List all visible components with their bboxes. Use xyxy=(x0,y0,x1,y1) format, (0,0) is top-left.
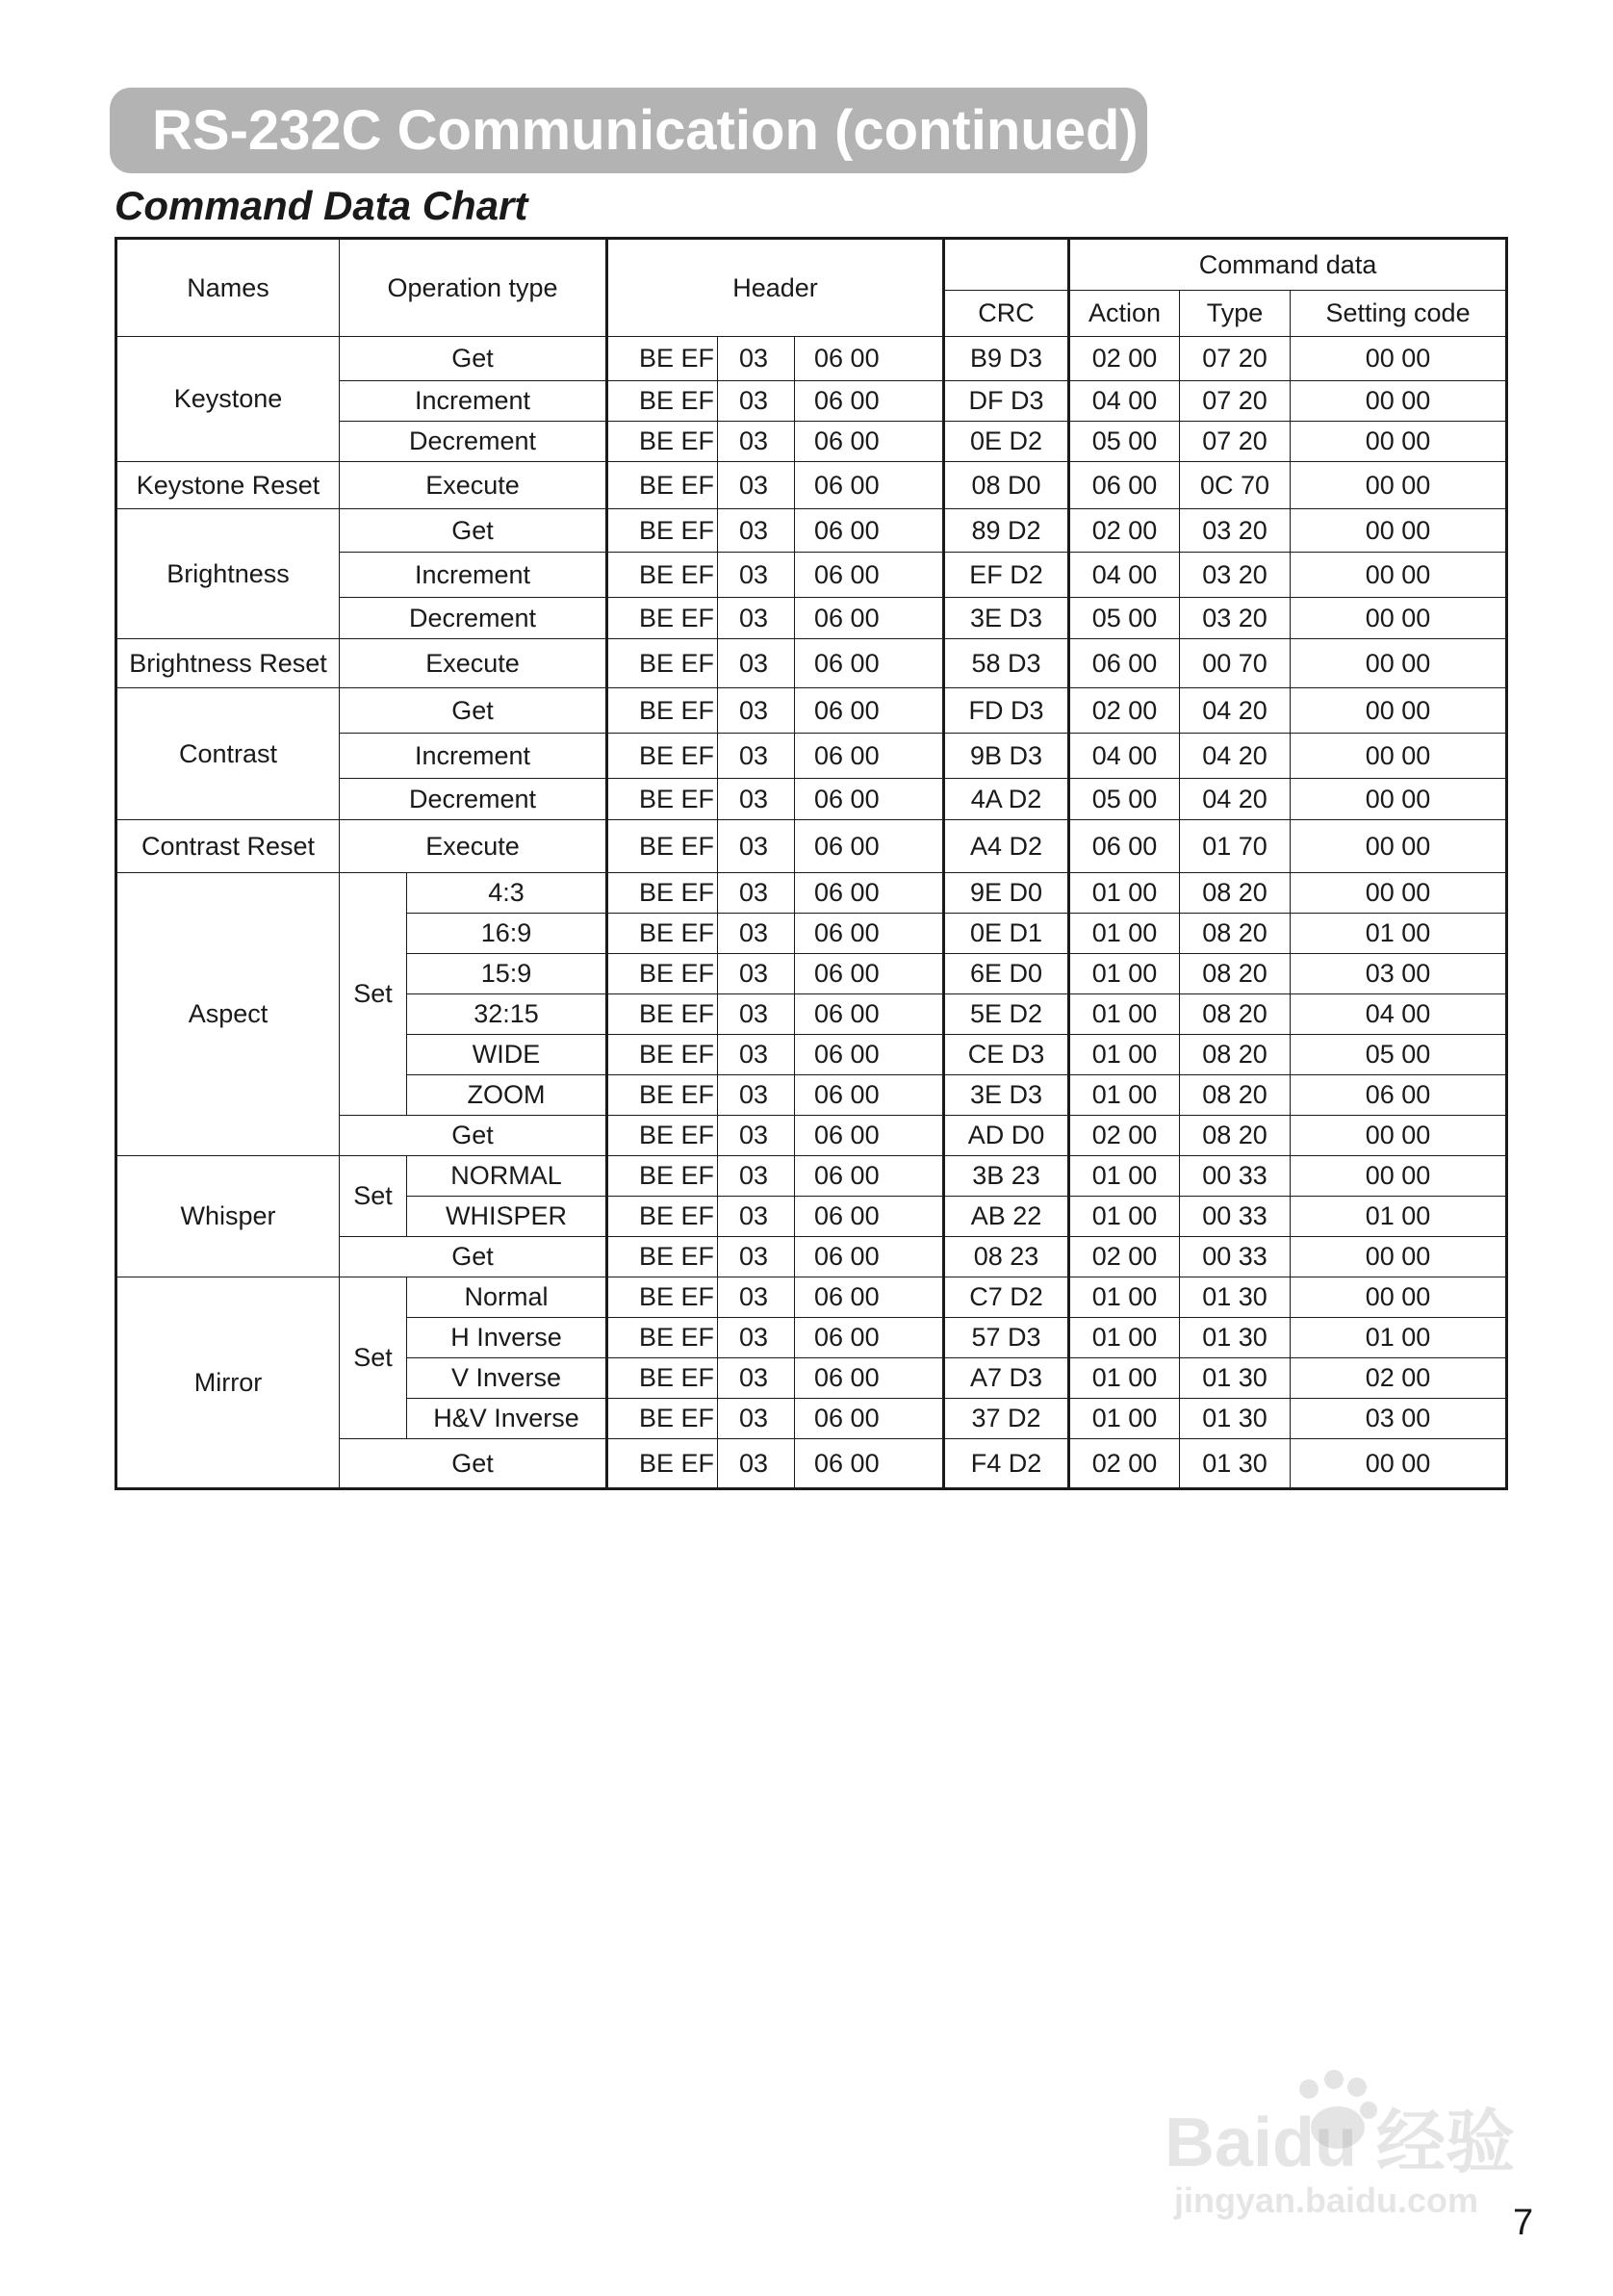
header-byte-3: 06 00 xyxy=(795,422,944,462)
type-cell: 04 20 xyxy=(1180,779,1291,820)
table-row xyxy=(116,1277,1507,1318)
header-byte-3: 06 00 xyxy=(795,381,944,422)
header-byte-3: 06 00 xyxy=(795,598,944,639)
header-byte-2: 03 xyxy=(718,337,795,381)
crc-cell: A4 D2 xyxy=(944,820,1069,873)
type-cell: 08 20 xyxy=(1180,873,1291,914)
type-cell: 00 33 xyxy=(1180,1156,1291,1197)
header-byte-1: BE EF xyxy=(607,734,718,779)
operation-cell: 4:3 xyxy=(407,873,607,914)
set-label-cell: Set xyxy=(340,873,407,1116)
title-bar xyxy=(110,88,1147,173)
type-cell: 00 33 xyxy=(1180,1237,1291,1277)
header-byte-1: BE EF xyxy=(607,462,718,509)
crc-cell: 3E D3 xyxy=(944,1075,1069,1116)
type-cell: 08 20 xyxy=(1180,1075,1291,1116)
name-cell: Aspect xyxy=(116,873,340,1156)
name-cell: Mirror xyxy=(116,1277,340,1489)
type-cell: 00 70 xyxy=(1180,639,1291,688)
operation-cell: Execute xyxy=(340,639,607,688)
crc-cell: 9E D0 xyxy=(944,873,1069,914)
type-cell: 01 30 xyxy=(1180,1439,1291,1489)
setting-code-cell: 00 00 xyxy=(1291,1116,1507,1156)
type-cell: 08 20 xyxy=(1180,914,1291,954)
setting-code-cell: 06 00 xyxy=(1291,1075,1507,1116)
header-byte-2: 03 xyxy=(718,820,795,873)
operation-cell: WHISPER xyxy=(407,1197,607,1237)
header-byte-2: 03 xyxy=(718,1399,795,1439)
header-byte-2: 03 xyxy=(718,1197,795,1237)
setting-code-cell: 00 00 xyxy=(1291,598,1507,639)
setting-code-cell: 00 00 xyxy=(1291,509,1507,553)
crc-cell: FD D3 xyxy=(944,688,1069,734)
header-byte-1: BE EF xyxy=(607,509,718,553)
action-cell: 01 00 xyxy=(1069,1035,1180,1075)
action-cell: 01 00 xyxy=(1069,994,1180,1035)
setting-code-cell: 00 00 xyxy=(1291,820,1507,873)
action-cell: 02 00 xyxy=(1069,1237,1180,1277)
setting-code-cell: 00 00 xyxy=(1291,1156,1507,1197)
header-byte-3: 06 00 xyxy=(795,462,944,509)
action-cell: 02 00 xyxy=(1069,1116,1180,1156)
header-byte-1: BE EF xyxy=(607,1156,718,1197)
header-byte-2: 03 xyxy=(718,1035,795,1075)
header-byte-2: 03 xyxy=(718,1237,795,1277)
table-row xyxy=(116,337,1507,381)
action-cell: 05 00 xyxy=(1069,779,1180,820)
section-subtitle: Command Data Chart xyxy=(115,183,528,228)
header-byte-1: BE EF xyxy=(607,1399,718,1439)
header-byte-3: 06 00 xyxy=(795,337,944,381)
header-byte-2: 03 xyxy=(718,994,795,1035)
action-cell: 01 00 xyxy=(1069,1197,1180,1237)
action-cell: 04 00 xyxy=(1069,553,1180,598)
header-names: Names xyxy=(116,239,340,337)
action-cell: 04 00 xyxy=(1069,381,1180,422)
header-type: Type xyxy=(1180,291,1291,337)
type-cell: 04 20 xyxy=(1180,688,1291,734)
header-byte-2: 03 xyxy=(718,422,795,462)
crc-cell: 4A D2 xyxy=(944,779,1069,820)
operation-cell: Decrement xyxy=(340,779,607,820)
header-byte-1: BE EF xyxy=(607,873,718,914)
crc-cell: CE D3 xyxy=(944,1035,1069,1075)
header-byte-3: 06 00 xyxy=(795,1439,944,1489)
header-byte-2: 03 xyxy=(718,1358,795,1399)
crc-cell: 58 D3 xyxy=(944,639,1069,688)
header-byte-3: 06 00 xyxy=(795,1318,944,1358)
operation-cell: Decrement xyxy=(340,598,607,639)
type-cell: 07 20 xyxy=(1180,337,1291,381)
operation-cell: Execute xyxy=(340,462,607,509)
setting-code-cell: 00 00 xyxy=(1291,779,1507,820)
header-byte-1: BE EF xyxy=(607,1318,718,1358)
header-byte-1: BE EF xyxy=(607,1277,718,1318)
setting-code-cell: 01 00 xyxy=(1291,914,1507,954)
type-cell: 01 30 xyxy=(1180,1318,1291,1358)
name-cell: Brightness Reset xyxy=(116,639,340,688)
setting-code-cell: 00 00 xyxy=(1291,337,1507,381)
operation-cell: V Inverse xyxy=(407,1358,607,1399)
setting-code-cell: 00 00 xyxy=(1291,553,1507,598)
action-cell: 02 00 xyxy=(1069,1439,1180,1489)
operation-cell: Get xyxy=(340,337,607,381)
page-number: 7 xyxy=(1513,2203,1534,2243)
header-operation-type: Operation type xyxy=(340,239,607,337)
action-cell: 01 00 xyxy=(1069,1156,1180,1197)
header-byte-3: 06 00 xyxy=(795,1156,944,1197)
header-byte-1: BE EF xyxy=(607,1035,718,1075)
operation-cell: Increment xyxy=(340,734,607,779)
header-byte-2: 03 xyxy=(718,1075,795,1116)
type-cell: 01 30 xyxy=(1180,1277,1291,1318)
name-cell: Keystone Reset xyxy=(116,462,340,509)
header-byte-1: BE EF xyxy=(607,337,718,381)
name-cell: Contrast Reset xyxy=(116,820,340,873)
setting-code-cell: 00 00 xyxy=(1291,1277,1507,1318)
header-byte-3: 06 00 xyxy=(795,820,944,873)
setting-code-cell: 00 00 xyxy=(1291,688,1507,734)
type-cell: 07 20 xyxy=(1180,381,1291,422)
crc-cell: 9B D3 xyxy=(944,734,1069,779)
header-header: Header xyxy=(607,239,944,337)
operation-cell: Get xyxy=(340,1237,607,1277)
operation-cell: Get xyxy=(340,509,607,553)
header-byte-3: 06 00 xyxy=(795,1358,944,1399)
operation-cell: 15:9 xyxy=(407,954,607,994)
header-byte-1: BE EF xyxy=(607,820,718,873)
header-byte-2: 03 xyxy=(718,1116,795,1156)
operation-cell: Get xyxy=(340,1439,607,1489)
action-cell: 01 00 xyxy=(1069,914,1180,954)
header-byte-3: 06 00 xyxy=(795,1277,944,1318)
action-cell: 01 00 xyxy=(1069,1399,1180,1439)
type-cell: 08 20 xyxy=(1180,994,1291,1035)
setting-code-cell: 03 00 xyxy=(1291,1399,1507,1439)
setting-code-cell: 04 00 xyxy=(1291,994,1507,1035)
setting-code-cell: 02 00 xyxy=(1291,1358,1507,1399)
operation-cell: 16:9 xyxy=(407,914,607,954)
crc-cell: AD D0 xyxy=(944,1116,1069,1156)
header-byte-2: 03 xyxy=(718,873,795,914)
table-body xyxy=(116,239,1507,1489)
crc-cell: 5E D2 xyxy=(944,994,1069,1035)
operation-cell: Get xyxy=(340,688,607,734)
setting-code-cell: 00 00 xyxy=(1291,873,1507,914)
type-cell: 00 33 xyxy=(1180,1197,1291,1237)
header-byte-1: BE EF xyxy=(607,1237,718,1277)
type-cell: 07 20 xyxy=(1180,422,1291,462)
setting-code-cell: 00 00 xyxy=(1291,639,1507,688)
header-byte-2: 03 xyxy=(718,914,795,954)
table-row xyxy=(116,462,1507,509)
type-cell: 03 20 xyxy=(1180,598,1291,639)
header-byte-1: BE EF xyxy=(607,1075,718,1116)
action-cell: 01 00 xyxy=(1069,954,1180,994)
command-data-table xyxy=(115,237,1508,1490)
header-byte-3: 06 00 xyxy=(795,1237,944,1277)
header-byte-3: 06 00 xyxy=(795,1116,944,1156)
header-byte-3: 06 00 xyxy=(795,639,944,688)
crc-cell: 6E D0 xyxy=(944,954,1069,994)
operation-cell: WIDE xyxy=(407,1035,607,1075)
set-label-cell: Set xyxy=(340,1277,407,1439)
type-cell: 01 30 xyxy=(1180,1399,1291,1439)
operation-cell: Execute xyxy=(340,820,607,873)
action-cell: 06 00 xyxy=(1069,462,1180,509)
type-cell: 01 30 xyxy=(1180,1358,1291,1399)
setting-code-cell: 00 00 xyxy=(1291,734,1507,779)
header-byte-2: 03 xyxy=(718,779,795,820)
paw-pad xyxy=(1324,2070,1344,2089)
crc-cell: DF D3 xyxy=(944,381,1069,422)
action-cell: 02 00 xyxy=(1069,509,1180,553)
action-cell: 05 00 xyxy=(1069,422,1180,462)
name-cell: Contrast xyxy=(116,688,340,820)
table-row xyxy=(116,639,1507,688)
crc-cell: 89 D2 xyxy=(944,509,1069,553)
operation-cell: NORMAL xyxy=(407,1156,607,1197)
header-byte-2: 03 xyxy=(718,553,795,598)
crc-cell: AB 22 xyxy=(944,1197,1069,1237)
header-byte-1: BE EF xyxy=(607,598,718,639)
operation-cell: ZOOM xyxy=(407,1075,607,1116)
header-byte-1: BE EF xyxy=(607,994,718,1035)
crc-cell: 08 23 xyxy=(944,1237,1069,1277)
header-byte-2: 03 xyxy=(718,462,795,509)
header-byte-1: BE EF xyxy=(607,914,718,954)
header-row-1 xyxy=(116,239,1507,291)
name-cell: Keystone xyxy=(116,337,340,462)
crc-cell: 0E D1 xyxy=(944,914,1069,954)
header-byte-3: 06 00 xyxy=(795,1197,944,1237)
action-cell: 06 00 xyxy=(1069,639,1180,688)
header-byte-3: 06 00 xyxy=(795,509,944,553)
crc-cell: 0E D2 xyxy=(944,422,1069,462)
setting-code-cell: 00 00 xyxy=(1291,1439,1507,1489)
header-byte-2: 03 xyxy=(718,734,795,779)
header-byte-1: BE EF xyxy=(607,1439,718,1489)
table-row xyxy=(116,873,1507,914)
action-cell: 01 00 xyxy=(1069,1358,1180,1399)
header-byte-3: 06 00 xyxy=(795,914,944,954)
header-byte-1: BE EF xyxy=(607,688,718,734)
crc-cell: A7 D3 xyxy=(944,1358,1069,1399)
header-byte-3: 06 00 xyxy=(795,734,944,779)
header-byte-1: BE EF xyxy=(607,779,718,820)
header-byte-1: BE EF xyxy=(607,1116,718,1156)
header-byte-1: BE EF xyxy=(607,1358,718,1399)
operation-cell: Decrement xyxy=(340,422,607,462)
header-byte-2: 03 xyxy=(718,509,795,553)
type-cell: 08 20 xyxy=(1180,954,1291,994)
type-cell: 04 20 xyxy=(1180,734,1291,779)
operation-cell: Increment xyxy=(340,553,607,598)
crc-cell: EF D2 xyxy=(944,553,1069,598)
header-byte-2: 03 xyxy=(718,639,795,688)
crc-cell: B9 D3 xyxy=(944,337,1069,381)
header-byte-1: BE EF xyxy=(607,1197,718,1237)
header-action: Action xyxy=(1069,291,1180,337)
operation-cell: H Inverse xyxy=(407,1318,607,1358)
header-byte-3: 06 00 xyxy=(795,1035,944,1075)
setting-code-cell: 00 00 xyxy=(1291,1237,1507,1277)
crc-cell: 08 D0 xyxy=(944,462,1069,509)
action-cell: 01 00 xyxy=(1069,873,1180,914)
header-byte-1: BE EF xyxy=(607,553,718,598)
table-row xyxy=(116,509,1507,553)
crc-cell: 57 D3 xyxy=(944,1318,1069,1358)
operation-cell: Increment xyxy=(340,381,607,422)
crc-cell: 3E D3 xyxy=(944,598,1069,639)
header-byte-1: BE EF xyxy=(607,639,718,688)
header-byte-2: 03 xyxy=(718,1318,795,1358)
crc-cell: 3B 23 xyxy=(944,1156,1069,1197)
header-byte-2: 03 xyxy=(718,1277,795,1318)
crc-cell: 37 D2 xyxy=(944,1399,1069,1439)
setting-code-cell: 00 00 xyxy=(1291,422,1507,462)
baidu-logo-text: Baidu 经验 xyxy=(1165,2104,1516,2181)
watermark-url: jingyan.baidu.com xyxy=(1174,2180,1479,2220)
action-cell: 04 00 xyxy=(1069,734,1180,779)
header-crc: CRC xyxy=(944,291,1069,337)
header-byte-3: 06 00 xyxy=(795,688,944,734)
type-cell: 08 20 xyxy=(1180,1116,1291,1156)
type-cell: 08 20 xyxy=(1180,1035,1291,1075)
setting-code-cell: 01 00 xyxy=(1291,1318,1507,1358)
type-cell: 0C 70 xyxy=(1180,462,1291,509)
header-byte-2: 03 xyxy=(718,1156,795,1197)
setting-code-cell: 00 00 xyxy=(1291,462,1507,509)
setting-code-cell: 01 00 xyxy=(1291,1197,1507,1237)
page-title: RS-232C Communication (continued) xyxy=(152,99,1139,162)
operation-cell: Get xyxy=(340,1116,607,1156)
set-label-cell: Set xyxy=(340,1156,407,1237)
type-cell: 03 20 xyxy=(1180,509,1291,553)
action-cell: 06 00 xyxy=(1069,820,1180,873)
action-cell: 01 00 xyxy=(1069,1318,1180,1358)
action-cell: 02 00 xyxy=(1069,688,1180,734)
header-byte-3: 06 00 xyxy=(795,873,944,914)
name-cell: Brightness xyxy=(116,509,340,639)
type-cell: 01 70 xyxy=(1180,820,1291,873)
header-byte-3: 06 00 xyxy=(795,954,944,994)
action-cell: 05 00 xyxy=(1069,598,1180,639)
operation-cell: 32:15 xyxy=(407,994,607,1035)
header-byte-2: 03 xyxy=(718,688,795,734)
table-row xyxy=(116,688,1507,734)
header-byte-3: 06 00 xyxy=(795,1075,944,1116)
table-row xyxy=(116,1156,1507,1197)
crc-cell: F4 D2 xyxy=(944,1439,1069,1489)
header-byte-2: 03 xyxy=(718,1439,795,1489)
paw-pad xyxy=(1347,2077,1367,2097)
header-byte-2: 03 xyxy=(718,381,795,422)
name-cell: Whisper xyxy=(116,1156,340,1277)
header-byte-2: 03 xyxy=(718,954,795,994)
header-crc-spacer xyxy=(944,239,1069,291)
baidu-watermark xyxy=(1145,2051,1530,2224)
setting-code-cell: 00 00 xyxy=(1291,381,1507,422)
type-cell: 03 20 xyxy=(1180,553,1291,598)
header-byte-3: 06 00 xyxy=(795,553,944,598)
action-cell: 02 00 xyxy=(1069,337,1180,381)
header-byte-3: 06 00 xyxy=(795,779,944,820)
header-setting-code: Setting code xyxy=(1291,291,1507,337)
header-command-data: Command data xyxy=(1069,239,1507,291)
action-cell: 01 00 xyxy=(1069,1277,1180,1318)
header-byte-3: 06 00 xyxy=(795,994,944,1035)
header-byte-1: BE EF xyxy=(607,954,718,994)
setting-code-cell: 03 00 xyxy=(1291,954,1507,994)
paw-pad xyxy=(1299,2079,1319,2099)
header-byte-3: 06 00 xyxy=(795,1399,944,1439)
table-row xyxy=(116,820,1507,873)
header-byte-1: BE EF xyxy=(607,381,718,422)
setting-code-cell: 05 00 xyxy=(1291,1035,1507,1075)
action-cell: 01 00 xyxy=(1069,1075,1180,1116)
operation-cell: Normal xyxy=(407,1277,607,1318)
crc-cell: C7 D2 xyxy=(944,1277,1069,1318)
operation-cell: H&V Inverse xyxy=(407,1399,607,1439)
header-byte-2: 03 xyxy=(718,598,795,639)
header-byte-1: BE EF xyxy=(607,422,718,462)
